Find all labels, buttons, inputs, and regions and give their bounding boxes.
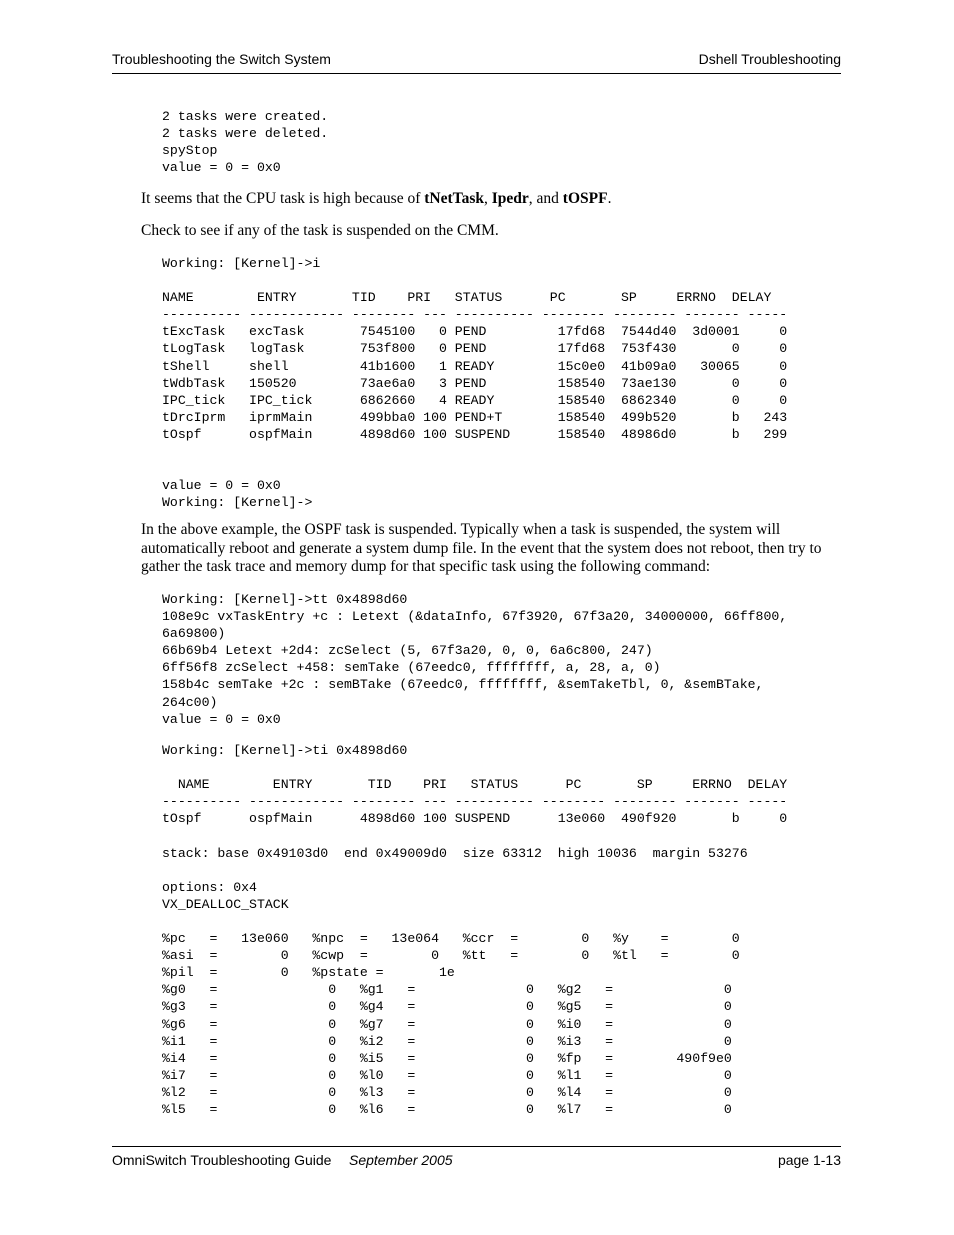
footer-date: September 2005 — [349, 1152, 453, 1168]
task-name-ipedr: Ipedr — [491, 190, 529, 207]
code-block-task-list: Working: [Kernel]->i NAME ENTRY TID PRI STATUS PC SP ERRNO DELAY ---------- ------------ -------- --- ---------- -------- -------- ------- ----- tExcTask excTask 7545100 0 PEND 17fd68 7544d40 3d0001 0 tLogTask logTask 753f800 0 PEND 17fd68 753f430 0 0 tShell shell 41b1600 1 READY 15c0e0 41b09a0 30065 0 tWdbTask 150520 73ae6a0 3 PEND 158540 73ae130 0 0 IPC_tick IPC_tick 6862660 4 READY 158540 6862340 0 0 tDrcIprm iprmMain 499bba0 100 PEND+T 158540 499b520 b 243 tOspf ospfMain 4898d60 100 SUSPEND 158540 48986d0 b 299 value = 0 = 0x0 Working: [Kernel]-> — [162, 256, 788, 511]
page-footer — [112, 1146, 841, 1172]
task-name-tospf: tOSPF — [562, 190, 608, 207]
task-name-tnettask: tNetTask — [424, 190, 484, 207]
code-block-task-info: Working: [Kernel]->ti 0x4898d60 NAME ENTRY TID PRI STATUS PC SP ERRNO DELAY ---------- ------------ -------- --- ---------- -------- -------- ------- ----- tOspf ospfMain 4898d60 100 SUSPEND 13e060 490f920 b 0 stack: base 0x49103d0 end 0x49009d0 size 63312 high 10036 margin 53276 options: 0x4 VX_DEALLOC_STACK %pc = 13e060 %npc = 13e064 %ccr = 0 %y = 0 %asi = 0 %cwp = 0 %tt = 0 %tl = 0 %pil = 0 %pstate = 1e %g0 = 0 %g1 = 0 %g2 = 0 %g3 = 0 %g4 = 0 %g5 = 0 %g6 = 0 %g7 = 0 %i0 = 0 %i1 = 0 %i2 = 0 %i3 = 0 %i4 = 0 %i5 = 0 %fp = 490f9e0 %i7 = 0 %l0 = 0 %l1 = 0 %l2 = 0 %l3 = 0 %l4 = 0 %l5 = 0 %l6 = 0 %l7 = 0 — [162, 743, 788, 1117]
paragraph-high-cpu: It seems that the CPU task is high because of tNetTask, Ipedr, and tOSPF. — [141, 190, 612, 207]
code-block-spy-end: 2 tasks were created. 2 tasks were deleted. spyStop value = 0 = 0x0 — [162, 109, 329, 176]
footer-guide-title: OmniSwitch Troubleshooting Guide — [112, 1152, 332, 1168]
page-header — [112, 51, 841, 74]
header-section-title: Troubleshooting the Switch System — [112, 51, 331, 67]
header-chapter-title: Dshell Troubleshooting — [698, 51, 841, 67]
paragraph-check-suspended: Check to see if any of the task is suspended on the CMM. — [141, 222, 499, 239]
paragraph-ospf-suspended: In the above example, the OSPF task is suspended. Typically when a task is suspended, the system will automatically reboot and generate a system dump file. In the event that the system does not reboot, then try to gather the task trace and memory dump for that specific task using the following command: — [141, 521, 822, 575]
footer-page-number: page 1-13 — [777, 1152, 841, 1168]
code-block-task-trace: Working: [Kernel]->tt 0x4898d60 108e9c vxTaskEntry +c : Letext (&dataInfo, 67f3920, 67f3a20, 34000000, 66ff800, 6a69800) 66b69b4 Letext +2d4: zcSelect (5, 67f3a20, 0, 0, 6a6c800, 247) 6ff56f8 zcSelect +458: semTake (67eedc0, ffffffff, a, 28, a, 0) 158b4c semTake +2c : semBTake (67eedc0, ffffffff, &semTakeTbl, 0, &semBTake, 264c00) value = 0 = 0x0 — [162, 592, 788, 727]
